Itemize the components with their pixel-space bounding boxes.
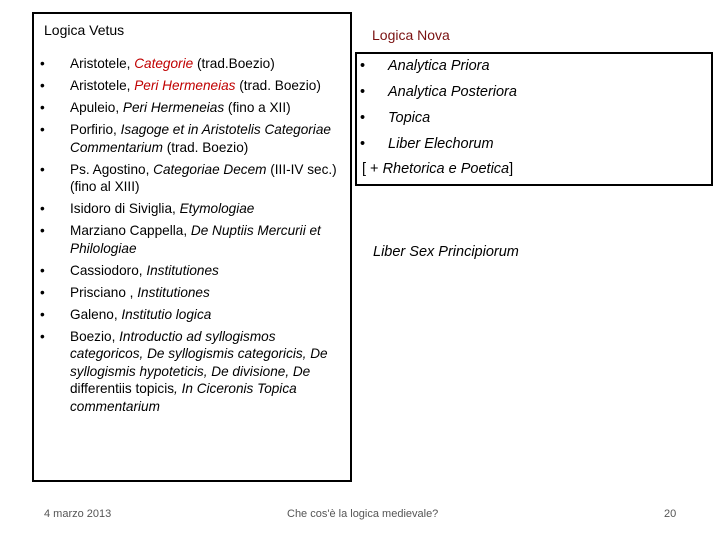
- bullet-icon: •: [40, 223, 45, 239]
- list-item: • Aristotele, Peri Hermeneias (trad. Boezio): [40, 77, 321, 93]
- bullet-icon: •: [40, 56, 45, 71]
- page-number: 20: [664, 508, 677, 520]
- bullet-icon: •: [40, 306, 45, 322]
- list-item: • Boezio, Introductio ad syllogismos categoricos, De syllogismis categoricis, De syllogismis hypoteticis, De divisione, De differentiis topicis, In Ciceronis Topica commentarium: [40, 328, 328, 414]
- list-item: • Porfirio, Isagoge et in Aristotelis Categoriae Commentarium (trad. Boezio): [40, 121, 331, 155]
- list-item: • Aristotele, Categorie (trad.Boezio): [40, 56, 275, 71]
- logica-vetus-title: Logica Vetus: [44, 22, 125, 38]
- list-item: • Cassiodoro, Institutiones: [40, 262, 219, 278]
- bullet-icon: •: [40, 161, 45, 177]
- rhetorica-poetica-line: [ + Rhetorica e Poetica]: [362, 161, 514, 177]
- bullet-icon: •: [40, 328, 45, 344]
- footer-title: Che cos'è la logica medievale?: [287, 508, 439, 520]
- list-item: • Galeno, Institutio logica: [40, 306, 212, 322]
- bullet-icon: •: [360, 136, 366, 152]
- logica-vetus-list: [40, 55, 346, 420]
- bullet-icon: •: [360, 84, 366, 100]
- list-item: • Analytica Posteriora: [360, 84, 517, 100]
- bullet-icon: •: [360, 58, 366, 74]
- list-item: • Isidoro di Siviglia, Etymologiae: [40, 201, 255, 217]
- list-item: • Ps. Agostino, Categoriae Decem (III-IV sec.) (fino al XIII): [40, 161, 337, 195]
- logica-nova-list: [360, 57, 517, 161]
- list-item: • Analytica Priora: [360, 58, 490, 74]
- list-item: • Prisciano , Institutiones: [40, 284, 210, 300]
- bullet-icon: •: [40, 121, 45, 137]
- footer-date: 4 marzo 2013: [44, 508, 112, 520]
- logica-nova-title: Logica Nova: [372, 27, 450, 43]
- bullet-icon: •: [40, 284, 45, 300]
- list-item: • Marziano Cappella, De Nuptiis Mercurii et Philologiae: [40, 223, 321, 256]
- list-item: • Apuleio, Peri Hermeneias (fino a XII): [40, 99, 291, 115]
- bullet-icon: •: [40, 201, 45, 217]
- bullet-icon: •: [40, 99, 45, 115]
- list-item: • Topica: [360, 110, 431, 126]
- bullet-icon: •: [40, 77, 45, 93]
- bullet-icon: •: [360, 110, 366, 126]
- list-item: • Liber Elechorum: [360, 136, 494, 152]
- liber-sex-principiorum: Liber Sex Principiorum: [373, 244, 519, 260]
- bullet-icon: •: [40, 262, 45, 278]
